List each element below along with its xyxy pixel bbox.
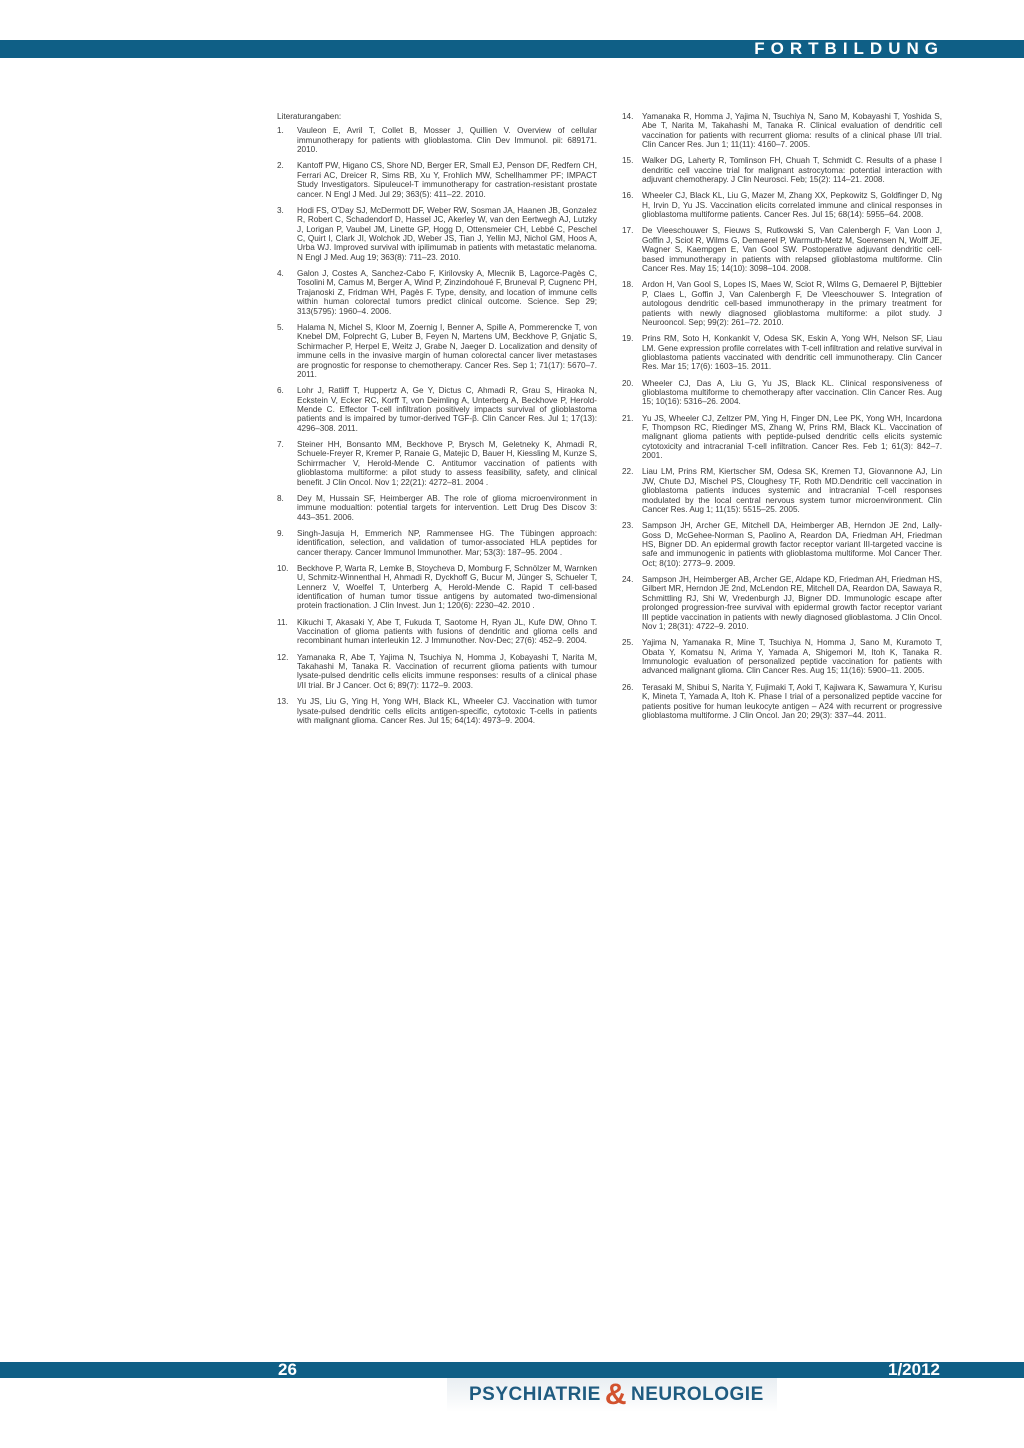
reference-item [622, 191, 942, 219]
reference-number: 14. [622, 112, 634, 121]
reference-text: De Vleeschouwer S, Fieuws S, Rutkowski S, Van Calenbergh F, Van Loon J, Goffin J, Sciot R, Wilms G, Demaerel P, Warmuth-Metz M, Soerensen N, Wolff JE, Wagner S, Kaempgen E, Van Gool SW. Postoperative adjuvant dendritic cell-based immunotherapy in patients with relapsed glioblastoma multiforme. Clin Cancer Res. May 15; 14(10): 3098–104. 2008. [642, 226, 942, 274]
reference-number: 10. [277, 563, 289, 573]
reference-item [277, 206, 597, 262]
reference-item [622, 521, 942, 568]
reference-item [277, 161, 597, 199]
reference-text: Wheeler CJ, Black KL, Liu G, Mazer M, Zhang XX, Pepkowitz S, Goldfinger D, Ng H, Irvin D, Yu JS. Vaccination elicits correlated immune and clinical responses in glioblastoma multiforme patients. Cancer Res. Jul 15; 68(14): 5955–64. 2008. [642, 191, 942, 220]
reference-number: 17. [622, 226, 634, 236]
references-heading: Literaturangaben: [277, 112, 342, 121]
reference-number: 13. [277, 697, 289, 707]
reference-text: Lohr J, Ratliff T, Huppertz A, Ge Y, Dictus C, Ahmadi R, Grau S, Hiraoka N, Eckstein V, Ecker RC, Korff T, von Deimling A, Unterberg A, Beckhove P, Herold-Mende C. Effector T-cell infiltration positively impacts survival of glioblastoma patients and is impaired by tumor-derived TGF-β. Clin Cancer Res. Jul 1; 17(13): 4296–308. 2011. [297, 386, 597, 433]
reference-text: Prins RM, Soto H, Konkankit V, Odesa SK, Eskin A, Yong WH, Nelson SF, Liau LM. Gene expression profile correlates with T-cell infiltration and relative survival in glioblastoma patients vaccinated with dendritic cell immunotherapy. Clin Cancer Res. Mar 15; 17(6): 1603–15. 2011. [642, 334, 942, 372]
reference-number: 6. [277, 386, 284, 396]
reference-number: 23. [622, 521, 634, 531]
reference-item [622, 683, 942, 721]
reference-number: 11. [277, 617, 288, 627]
reference-item [277, 269, 597, 316]
reference-item [622, 156, 942, 184]
reference-item [277, 440, 597, 487]
reference-number: 9. [277, 528, 284, 538]
reference-text: Walker DG, Laherty R, Tomlinson FH, Chuah T, Schmidt C. Results of a phase I dendritic cell vaccine trial for malignant astrocytoma: potential interaction with adjuvant chemotherapy. J Clin Neurosci. Feb; 15(2): 114–21. 2008. [642, 156, 942, 185]
reference-number: 19. [622, 334, 634, 344]
reference-item [277, 126, 597, 154]
reference-text: Singh-Jasuja H, Emmerich NP, Rammensee HG. The Tübingen approach: identification, selection, and validation of tumor-associated HLA peptides for cancer therapy. Cancer Immunol Immunother. Mar; 53(3): 187–95. 2004 . [297, 528, 597, 557]
journal-ampersand: & [604, 1378, 628, 1411]
reference-number: 4. [277, 269, 284, 279]
journal-name-part1: PSYCHIATRIE [469, 1384, 601, 1405]
reference-text: Yu JS, Wheeler CJ, Zeltzer PM, Ying H, Finger DN, Lee PK, Yong WH, Incardona F, Thompson RC, Riedinger MS, Zhang W, Prins RM, Black KL. Vaccination of malignant glioma patients with peptide-pulsed dendritic cells elicits systemic cytotoxicity and intracranial T-cell infiltration. Cancer Res. Feb 1; 61(3): 842–7. 2001. [642, 413, 942, 461]
reference-text: Halama N, Michel S, Kloor M, Zoernig I, Benner A, Spille A, Pommerencke T, von Knebel DM, Folprecht G, Luber B, Feyen N, Martens UM, Beckhove P, Gnjatic S, Schirmacher P, Herpel E, Weitz J, Grabe N, Jaeger D. Localization and density of immune cells in the invasive margin of human colorectal cancer liver metastases are prognostic for response to chemotherapy. Cancer Res. Sep 1; 71(17): 5670–7. 2011. [297, 322, 597, 379]
reference-item [277, 697, 597, 725]
reference-text: Hodi FS, O'Day SJ, McDermott DF, Weber RW, Sosman JA, Haanen JB, Gonzalez R, Robert C, Schadendorf D, Hassel JC, Akerley W, van den Eertwegh AJ, Lutzky J, Lorigan P, Vaubel JM, Linette GP, Hogg D, Ottensmeier CH, Lebbé C, Peschel C, Quirt I, Clark JI, Wolchok JD, Weber JS, Tian J, Yellin MJ, Nichol GM, Hoos A, Urba WJ. Improved survival with ipilimumab in patients with metastatic melanoma. N Engl J Med. Aug 19; 363(8): 711–23. 2010. [297, 205, 597, 262]
reference-list-right [622, 112, 942, 720]
reference-number: 26. [622, 682, 634, 692]
reference-text: Beckhove P, Warta R, Lemke B, Stoycheva D, Momburg F, Schnölzer M, Warnken U, Schmitz-Winnenthal H, Ahmadi R, Dyckhoff G, Bucur M, Jünger S, Schueler T, Lennerz V, Woelfel T, Unterberg A, Herold-Mende C. Rapid T cell-based identification of human tumor tissue antigens by automated two-dimensional protein fractionation. J Clin Invest. Jun 1; 120(6): 2230–42. 2010 . [297, 563, 597, 611]
reference-text: Yajima N, Yamanaka R, Mine T, Tsuchiya N, Homma J, Sano M, Kuramoto T, Obata Y, Komatsu N, Arima Y, Yamada A, Shigemori M, Itoh K, Tanaka R. Immunologic evaluation of personalized peptide vaccination for patients with advanced malignant glioma. Clin Cancer Res. Aug 15; 11(16): 5900–11. 2005. [642, 638, 942, 676]
reference-text: Yu JS, Liu G, Ying H, Yong WH, Black KL, Wheeler CJ. Vaccination with tumor lysate-pulsed dendritic cells elicits antigen-specific, cytotoxic T-cells in patients with malignant glioma. Cancer Res. Jul 15; 64(14): 4973–9. 2004. [297, 697, 597, 725]
reference-number: 1. [277, 126, 284, 136]
reference-text: Yamanaka R, Abe T, Yajima N, Tsuchiya N, Homma J, Kobayashi T, Narita M, Takahashi M, Tanaka R. Vaccination of recurrent glioma patients with tumour lysate-pulsed dendritic cells elicits immune responses: results of a clinical phase I/II trial. Br J Cancer. Oct 6; 89(7): 1172–9. 2003. [297, 652, 597, 690]
reference-text: Yamanaka R, Homma J, Yajima N, Tsuchiya N, Sano M, Kobayashi T, Yoshida S, Abe T, Narita M, Takahashi M, Tanaka R. Clinical evaluation of dendritic cell vaccination for patients with recurrent glioma: results of a clinical phase I/II trial. Clin Cancer Res. Jun 1; 11(11): 4160–7. 2005. [642, 112, 942, 150]
reference-text: Galon J, Costes A, Sanchez-Cabo F, Kirilovsky A, Mlecnik B, Lagorce-Pagès C, Tosolini M, Camus M, Berger A, Wind P, Zinzindohoué F, Bruneval P, Cugnenc PH, Trajanoski Z, Fridman WH, Pagès F. Type, density, and location of immune cells within human colorectal tumors predict clinical outcome. Science. Sep 29; 313(5795): 1960–4. 2006. [297, 269, 597, 316]
reference-list-left [277, 126, 597, 725]
reference-number: 18. [622, 280, 634, 290]
reference-text: Sampson JH, Archer GE, Mitchell DA, Heimberger AB, Herndon JE 2nd, Lally-Goss D, McGehee-Norman S, Paolino A, Reardon DA, Friedman AH, Friedman HS, Bigner DD. An epidermal growth factor receptor variant III-targeted vaccine is safe and immunogenic in patients with glioblastoma multiforme. Mol Cancer Ther. Oct; 8(10): 2773–9. 2009. [642, 521, 942, 568]
references-column-left [277, 112, 597, 732]
reference-number: 3. [277, 205, 284, 215]
reference-text: Wheeler CJ, Das A, Liu G, Yu JS, Black KL. Clinical responsiveness of glioblastoma multiforme to chemotherapy after vaccination. Clin Cancer Res. Aug 15; 10(16): 5316–26. 2004. [642, 378, 942, 407]
reference-item [622, 379, 942, 407]
reference-item [622, 280, 942, 327]
reference-number: 25. [622, 638, 634, 648]
reference-text: Kantoff PW, Higano CS, Shore ND, Berger ER, Small EJ, Penson DF, Redfern CH, Ferrari AC, Dreicer R, Sims RB, Xu Y, Frohlich MW, Schellhammer PF; IMPACT Study Investigators. Sipuleucel-T immunotherapy for castration-resistant prostate cancer. N Engl J Med. Jul 29; 363(5): 411–22. 2010. [297, 161, 597, 199]
reference-item [277, 564, 597, 611]
references-column-right [622, 112, 942, 727]
reference-number: 2. [277, 161, 284, 171]
reference-number: 12. [277, 652, 289, 662]
reference-item [277, 529, 597, 557]
reference-text: Dey M, Hussain SF, Heimberger AB. The role of glioma microenvironment in immune modualtion: potential targets for intervention. Lett Drug Des Discov 3: 443–351. 2006. [297, 493, 597, 522]
reference-item [622, 467, 942, 514]
reference-text: Vauleon E, Avril T, Collet B, Mosser J, Quillien V. Overview of cellular immunotherapy for patients with glioblastoma. Clin Dev Immunol. pii: 689171. 2010. [297, 126, 597, 155]
reference-number: 22. [622, 467, 634, 477]
reference-item [622, 334, 942, 372]
reference-number: 8. [277, 493, 284, 503]
reference-text: Steiner HH, Bonsanto MM, Beckhove P, Brysch M, Geletneky K, Ahmadi R, Schuele-Freyer R, Kremer P, Ranaie G, Matejic D, Bauer H, Kiessling M, Kunze S, Schirrmacher V, Herold-Mende C. Antitumor vaccination of patients with glioblastoma multiforme: a pilot study to assess feasibility, safety, and clinical benefit. J Clin Oncol. Nov 1; 22(21): 4272–81. 2004 . [297, 439, 597, 487]
reference-item [277, 494, 597, 522]
journal-logo [447, 1378, 777, 1412]
reference-item [622, 575, 942, 631]
header-bar [0, 40, 1024, 58]
journal-name-part2: NEUROLOGIE [631, 1384, 764, 1405]
reference-item [622, 638, 942, 676]
reference-item [277, 323, 597, 379]
reference-text: Liau LM, Prins RM, Kiertscher SM, Odesa SK, Kremen TJ, Giovannone AJ, Lin JW, Chute DJ, Mischel PS, Cloughesy TF, Roth MD.Dendritic cell vaccination in glioblastoma patients induces systemic and intracranial T-cell responses modulated by the local central nervous system tumor microenvironment. Clin Cancer Res. Aug 1; 11(15): 5515–25. 2005. [642, 467, 942, 514]
reference-number: 15. [622, 156, 634, 166]
page-number: 26 [278, 1360, 297, 1379]
reference-number: 24. [622, 575, 634, 585]
reference-text: Ardon H, Van Gool S, Lopes IS, Maes W, Sciot R, Wilms G, Demaerel P, Bijttebier P, Claes L, Goffin J, Van Calenbergh F, De Vleeschouwer S. Integration of autologous dendritic cell-based immunotherapy in the primary treatment for patients with newly diagnosed glioblastoma multiforme: a pilot study. J Neurooncol. Sep; 99(2): 261–72. 2010. [642, 280, 942, 327]
reference-number: 5. [277, 322, 284, 332]
reference-text: Terasaki M, Shibui S, Narita Y, Fujimaki T, Aoki T, Kajiwara K, Sawamura Y, Kurisu K, Mineta T, Yamada A, Itoh K. Phase I trial of a personalized peptide vaccine for patients positive for human leukocyte antigen – A24 with recurrent or progressive glioblastoma multiforme. J Clin Oncol. Jan 20; 29(3): 337–44. 2011. [642, 682, 942, 720]
reference-number: 7. [277, 439, 284, 449]
reference-item [622, 414, 942, 461]
reference-text: Kikuchi T, Akasaki Y, Abe T, Fukuda T, Saotome H, Ryan JL, Kufe DW, Ohno T. Vaccination of glioma patients with fusions of dendritic and glioma cells and recombinant human interleukin 12. J Immunother. Nov-Dec; 27(6): 452–9. 2004. [297, 617, 597, 646]
section-title: FORTBILDUNG [754, 39, 944, 58]
footer-bar [0, 1362, 1024, 1378]
reference-item [622, 112, 942, 150]
reference-item [622, 226, 942, 273]
issue-number: 1/2012 [888, 1360, 940, 1379]
reference-item [277, 386, 597, 433]
reference-item [277, 653, 597, 691]
reference-number: 20. [622, 378, 634, 388]
reference-text: Sampson JH, Heimberger AB, Archer GE, Aldape KD, Friedman AH, Friedman HS, Gilbert MR, Herndon JE 2nd, McLendon RE, Mitchell DA, Reardon DA, Sawaya R, Schmittling RJ, Shi W, Vredenburgh JJ, Bigner DD. Immunologic escape after prolonged progression-free survival with epidermal growth factor receptor variant III peptide vaccination in patients with newly diagnosed glioblastoma. J Clin Oncol. Nov 1; 28(31): 4722–9. 2010. [642, 575, 942, 632]
reference-item [277, 618, 597, 646]
reference-number: 21. [622, 413, 634, 423]
reference-number: 16. [622, 191, 634, 201]
